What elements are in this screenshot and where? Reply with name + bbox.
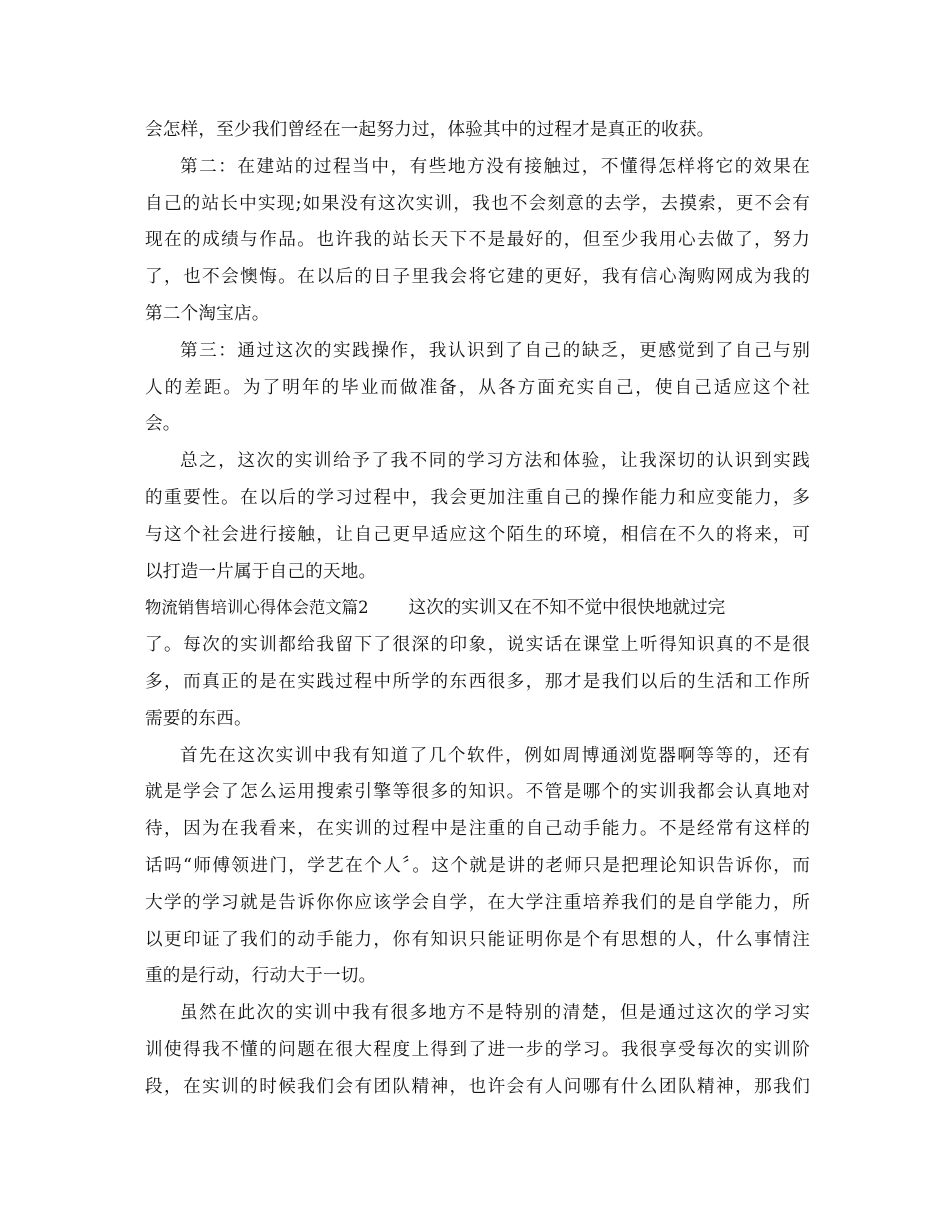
text-line: 段，在实训的时候我们会有团队精神，也许会有人问哪有什么团队精神，那我们	[145, 1076, 810, 1097]
text-line: 第三：通过这次的实践操作，我认识到了自己的缺乏，更感觉到了自己与别	[180, 340, 810, 361]
text-line: 以更印证了我们的动手能力，你有知识只能证明你是个有思想的人，什么事情注	[145, 929, 810, 950]
text-line: 以打造一片属于自己的天地。	[145, 561, 377, 582]
text-line: 自己的站长中实现;如果没有这次实训，我也不会刻意的去学，去摸索，更不会有	[145, 193, 810, 214]
text-line: 就是学会了怎么运用搜索引擎等很多的知识。不管是哪个的实训我都会认真地对	[145, 782, 810, 803]
text-line: 了。每次的实训都给我留下了很深的印象，说实话在课堂上听得知识真的不是很	[145, 635, 810, 656]
text-line: 首先在这次实训中我有知道了几个软件，例如周博通浏览器啊等等的，还有	[180, 745, 810, 766]
text-line: 多，而真正的是在实践过程中所学的东西很多，那才是我们以后的生活和工作所	[145, 671, 810, 692]
text-line: 话吗“师傅领进门，学艺在个人〞。这个就是讲的老师只是把理论知识告诉你，而	[145, 855, 810, 876]
text-line: 虽然在此次的实训中我有很多地方不是特别的清楚，但是通过这次的学习实	[180, 1003, 810, 1024]
heading-gap	[369, 590, 409, 627]
document-page	[145, 112, 810, 1106]
text-line: 待，因为在我看来，在实训的过程中是注重的自己动手能力。不是经常有这样的	[145, 819, 810, 840]
article-heading-continuation: 这次的实训又在不知不觉中很快地就过完	[408, 598, 726, 619]
text-line: 总之，这次的实训给予了我不同的学习方法和体验，让我深切的认识到实践	[180, 451, 810, 472]
text-line: 重的是行动，行动大于一切。	[145, 966, 377, 987]
text-line: 与这个社会进行接触，让自己更早适应这个陌生的环境，相信在不久的将来，可	[145, 524, 810, 545]
article-heading-title: 物流销售培训心得体会范文篇2	[145, 598, 369, 618]
text-line: 了，也不会懊悔。在以后的日子里我会将它建的更好，我有信心淘购网成为我的	[145, 267, 810, 288]
text-line: 大学的学习就是告诉你你应该学会自学，在大学注重培养我们的是自学能力，所	[145, 892, 810, 913]
text-line: 人的差距。为了明年的毕业而做准备，从各方面充实自己，使自己适应这个社	[145, 377, 810, 398]
text-line: 现在的成绩与作品。也许我的站长天下不是最好的，但至少我用心去做了，努力	[145, 230, 810, 251]
text-line: 需要的东西。	[145, 708, 252, 729]
text-line: 会怎样，至少我们曾经在一起努力过，体验其中的过程才是真正的收获。	[145, 120, 715, 140]
text-line: 第二个淘宝店。	[145, 303, 270, 324]
text-line: 训使得我不懂的问题在很大程度上得到了进一步的学习。我很享受每次的实训阶	[145, 1039, 810, 1060]
text-line: 会。	[145, 414, 181, 435]
text-line: 的重要性。在以后的学习过程中，我会更加注重自己的操作能力和应变能力，多	[145, 487, 810, 508]
text-line: 第二：在建站的过程当中，有些地方没有接触过，不懂得怎样将它的效果在	[180, 156, 810, 177]
article-heading-line	[145, 590, 810, 627]
